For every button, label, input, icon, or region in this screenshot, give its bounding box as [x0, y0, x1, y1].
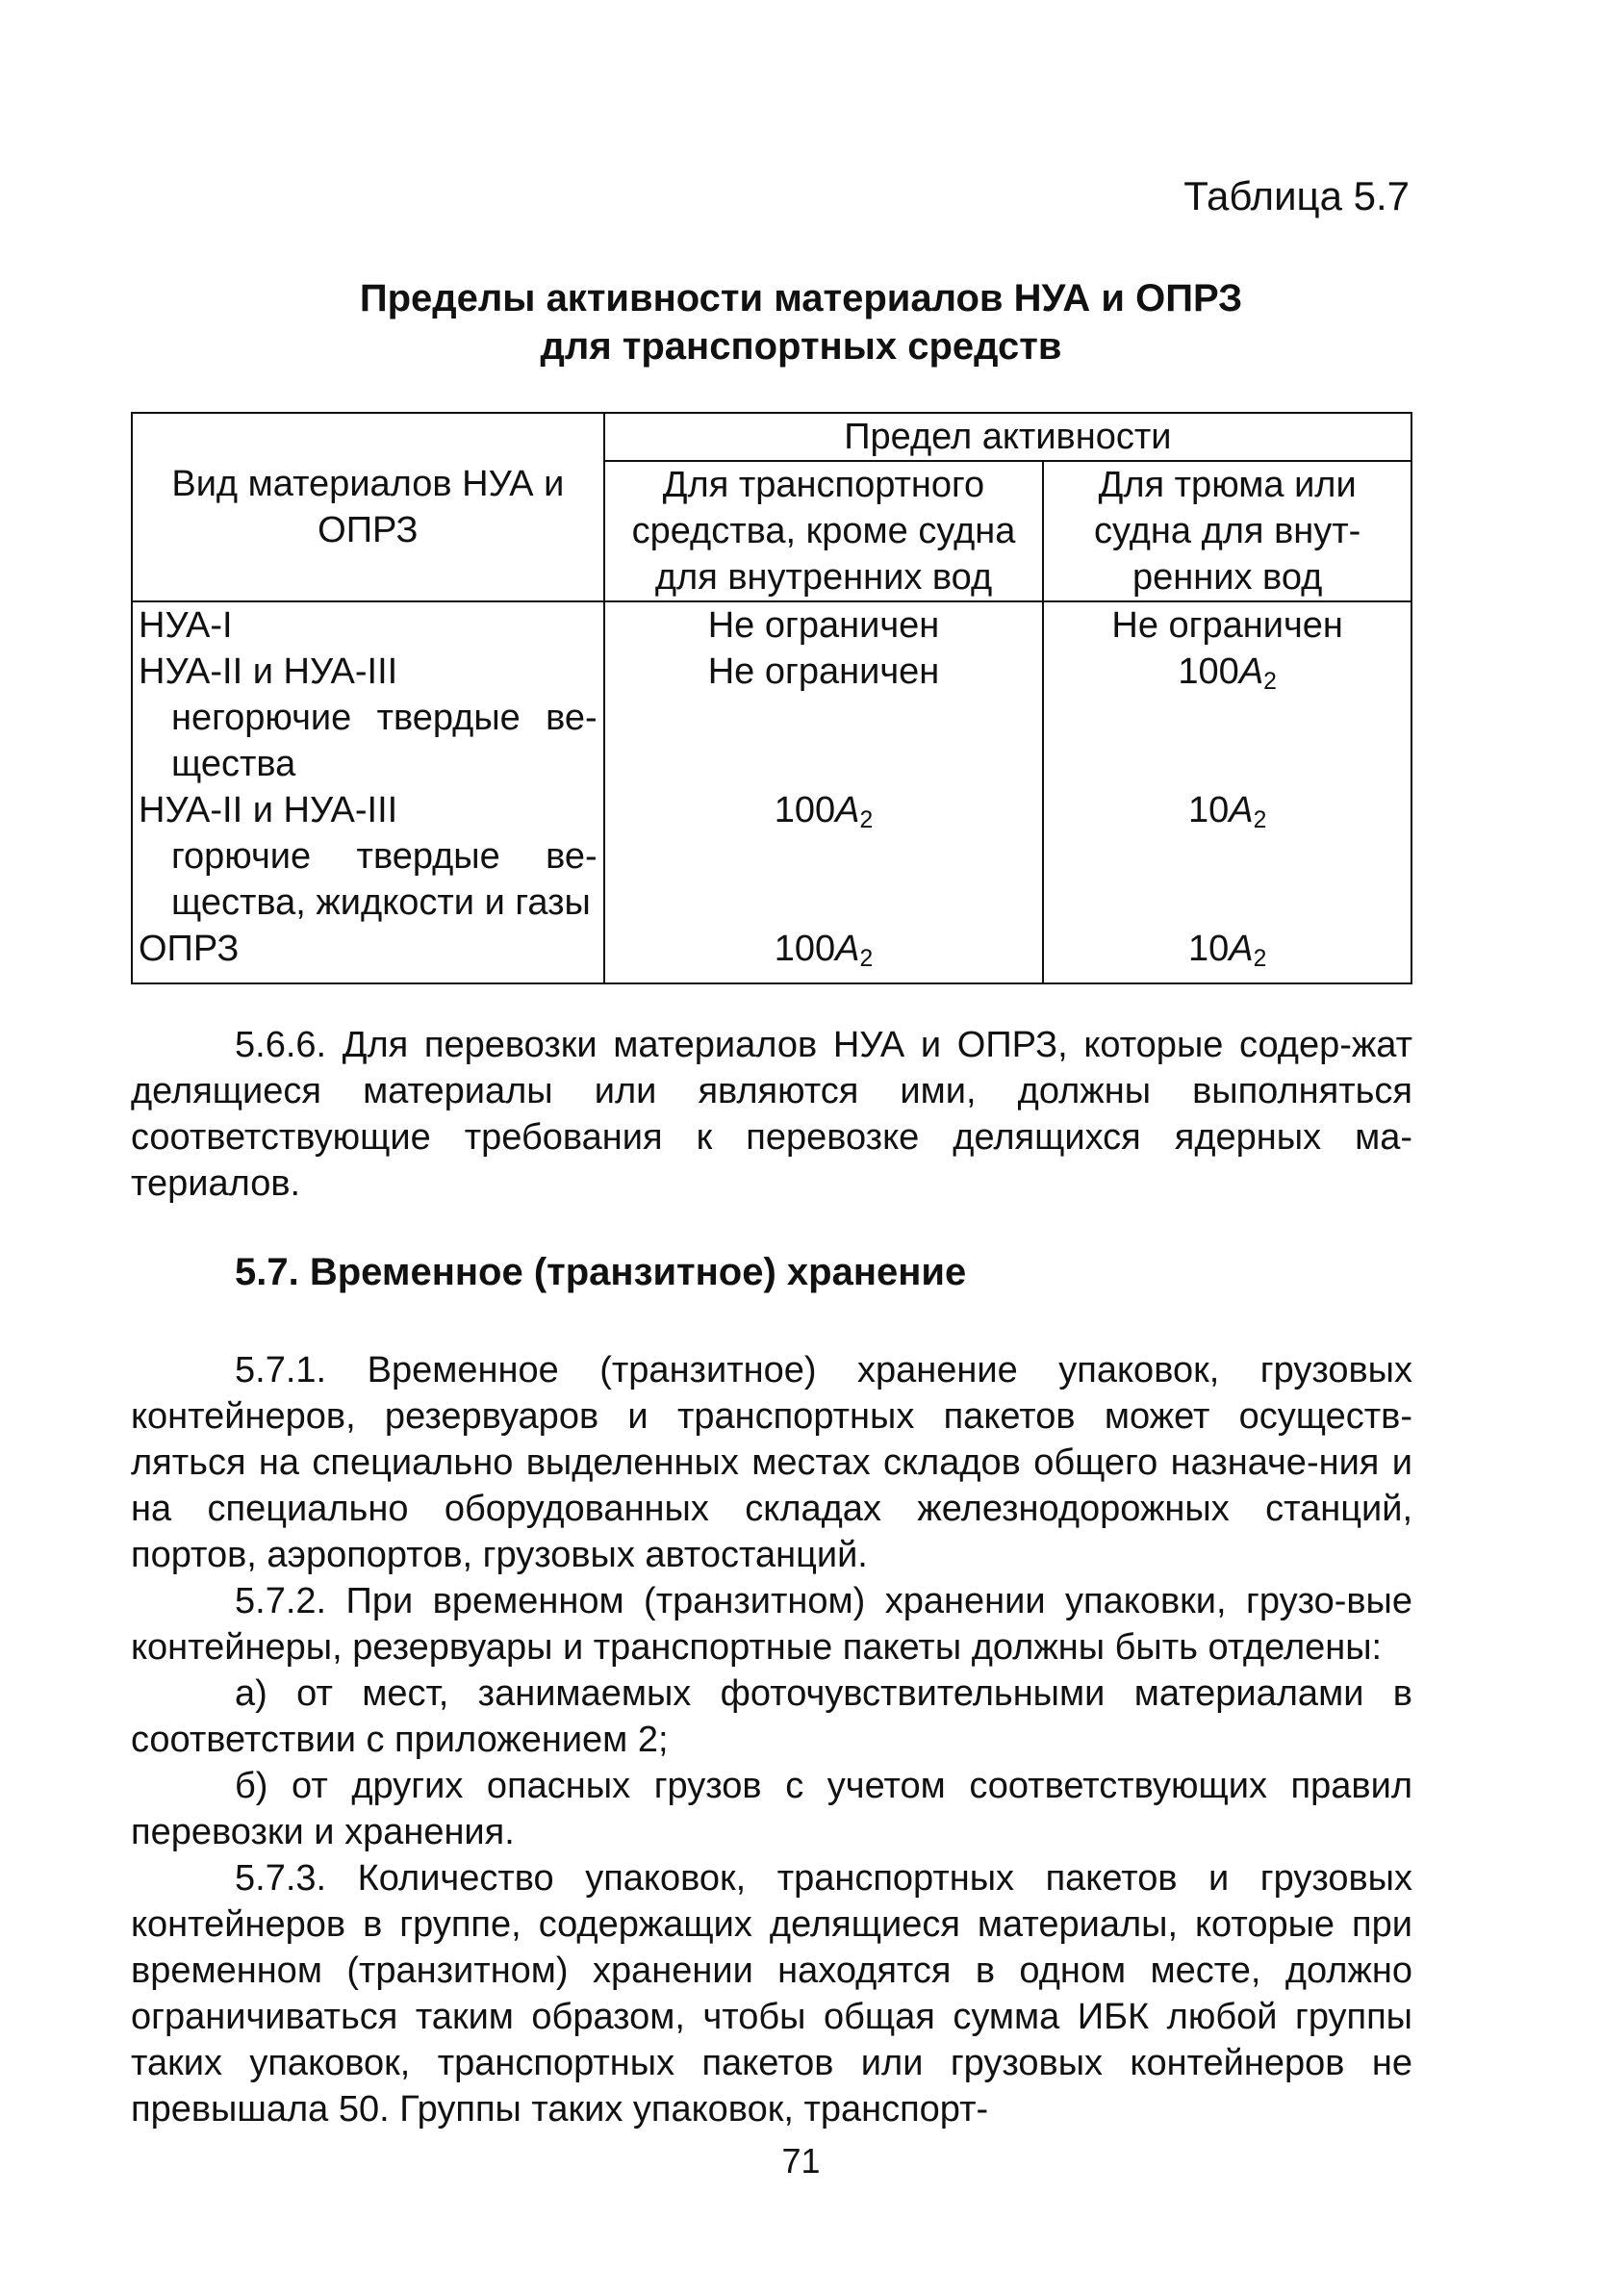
table-title: [0, 274, 1602, 370]
value-symbol: A: [835, 790, 860, 830]
value-subscript: 2: [1253, 946, 1267, 973]
value-symbol: A: [1229, 790, 1254, 830]
table-title-line-1: Пределы активности материалов НУА и ОПРЗ: [359, 277, 1243, 319]
header-hold-or-vessel: Для трюма или судна для внут-ренних вод: [1043, 461, 1411, 601]
row-label: [132, 787, 604, 926]
value-number: 100: [774, 929, 836, 969]
section-heading-5-7: 5.7. Временное (транзитное) хранение: [235, 1251, 967, 1293]
table-number: Таблица 5.7: [1183, 173, 1410, 218]
paragraph-5-6-6-block: [131, 1022, 1412, 1207]
value-subscript: 2: [1263, 669, 1277, 696]
row-label: [132, 601, 604, 649]
row-label-main: ОПРЗ: [139, 929, 240, 969]
cell-vehicle: [604, 926, 1044, 983]
cell-hold: [1043, 787, 1411, 926]
paragraph-5-7-3: 5.7.3. Количество упаковок, транспортных пакетов и грузовых контейнеров в группе, содержащих делящиеся материалы, которые при временном (транзитном) хранении находятся в одном месте, должно ограничиваться таким образом, чтобы общая сумма ИБК любой группы таких упаковок, транспортных пакетов или грузовых контейнеров не превышала 50. Группы таких упаковок, транспорт-: [131, 1858, 1412, 2130]
table-row: [132, 926, 1411, 983]
value-symbol: A: [835, 929, 860, 969]
header-vehicle: Для транспортного средства, кроме судна для внутренних вод: [604, 461, 1044, 601]
row-label-sub: горючие твердые ве-щества, жидкости и газы: [171, 836, 598, 923]
value-symbol: A: [1238, 651, 1264, 692]
value-symbol: A: [1229, 929, 1254, 969]
row-label-sub: негорючие твердые ве-щества: [171, 698, 598, 784]
value-subscript: 2: [859, 946, 874, 973]
value-number: 100: [774, 790, 836, 830]
paragraph-5-7-1: 5.7.1. Временное (транзитное) хранение упаковок, грузовых контейнеров, резервуаров и транспортных пакетов может осуществ-ляться на специально выделенных местах складов общего назначе-ния и на специально оборудованных складах железнодорожных станций, портов, аэропортов, грузовых автостанций.: [131, 1350, 1412, 1575]
value-number: 10: [1187, 790, 1230, 830]
paragraph-5-7-2: 5.7.2. При временном (транзитном) хранении упаковки, грузо-вые контейнеры, резервуары и транспортные пакеты должны быть отделены:: [131, 1581, 1412, 1668]
list-item-b: б) от других опасных грузов с учетом соответствующих правил перевозки и хранения.: [131, 1766, 1412, 1852]
table-row: [132, 601, 1411, 649]
table-row: [132, 787, 1411, 926]
page-number: 71: [781, 2141, 821, 2181]
row-label: [132, 926, 604, 983]
section-5-7-body: [131, 1347, 1412, 2132]
value-subscript: 2: [859, 807, 874, 834]
cell-vehicle: Не ограничен: [604, 649, 1044, 787]
cell-hold: [1043, 649, 1411, 787]
table-row: [132, 649, 1411, 787]
row-label-main: НУА-II и НУА-III: [139, 651, 398, 692]
row-label-main: НУА-II и НУА-III: [139, 790, 398, 830]
cell-vehicle: [604, 787, 1044, 926]
header-activity-limit: Предел активности: [604, 413, 1411, 461]
cell-hold: Не ограничен: [1043, 601, 1411, 649]
paragraph-5-6-6: 5.6.6. Для перевозки материалов НУА и ОПРЗ, которые содер-жат делящиеся материалы или являются ими, должны выполняться соответствующие требования к перевозке делящихся ядерных ма-териалов.: [131, 1025, 1412, 1204]
header-material-type: Вид материалов НУА и ОПРЗ: [132, 413, 604, 601]
activity-limits-table: [131, 412, 1412, 984]
value-number: 10: [1187, 929, 1230, 969]
cell-vehicle: Не ограничен: [604, 601, 1044, 649]
cell-hold: [1043, 926, 1411, 983]
value-subscript: 2: [1253, 807, 1267, 834]
row-label-main: НУА-I: [139, 605, 233, 646]
table-title-line-2: для транспортных средств: [540, 325, 1062, 368]
list-item-a: а) от мест, занимаемых фоточувствительными материалами в соответствии с приложением 2;: [131, 1673, 1412, 1760]
value-number: 100: [1178, 651, 1239, 692]
row-label: [132, 649, 604, 787]
